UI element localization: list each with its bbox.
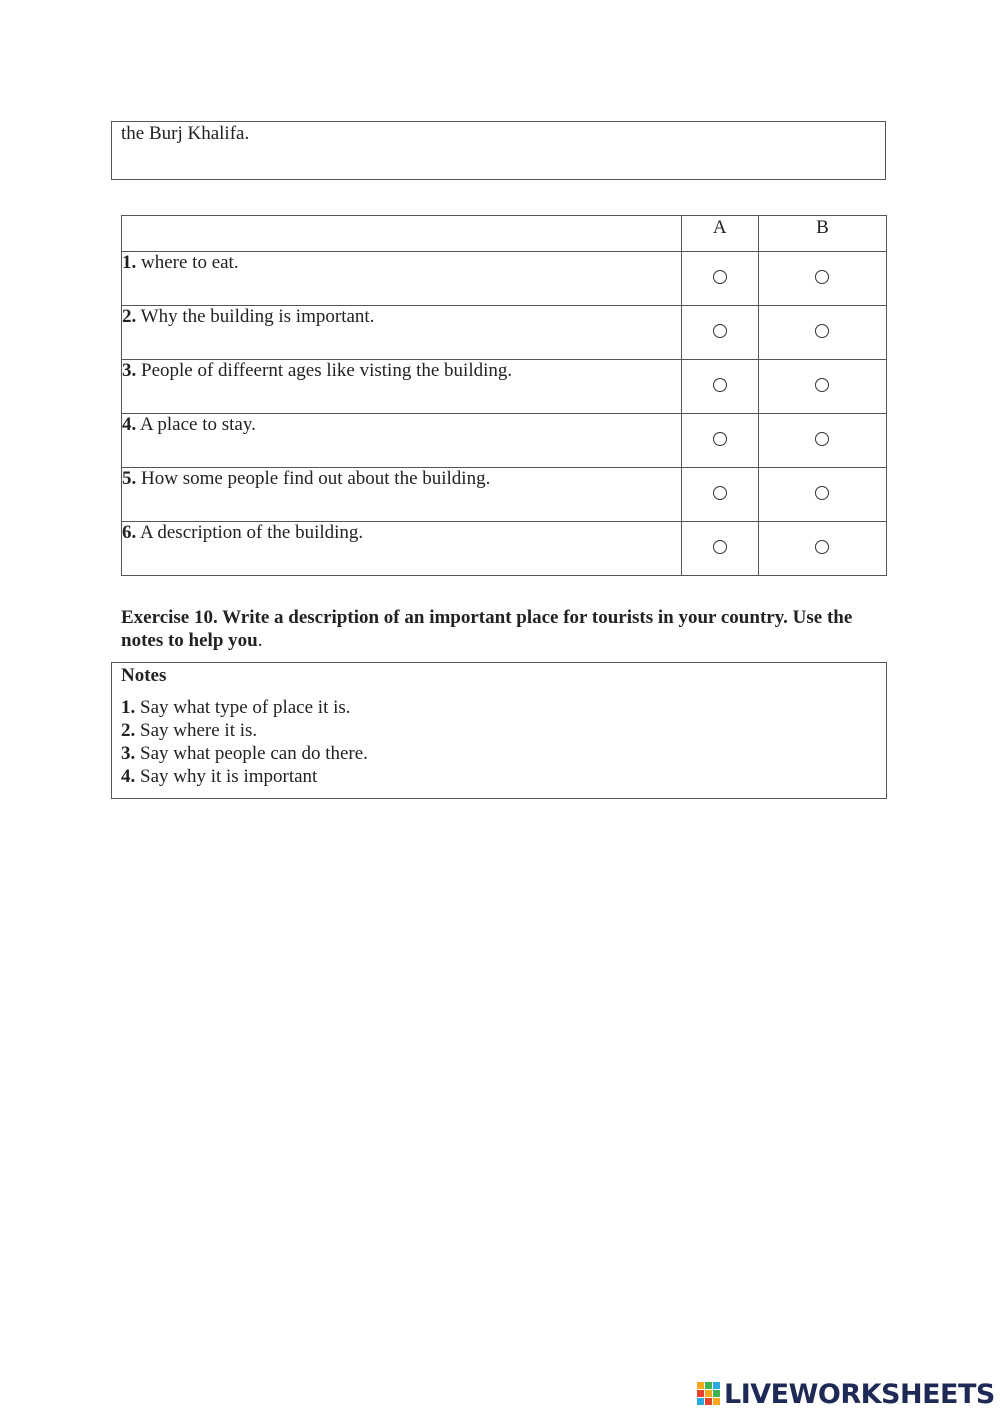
statement-number: 4. <box>122 414 137 435</box>
notes-box <box>111 662 887 799</box>
radio-a-3[interactable] <box>713 378 727 392</box>
radio-a-1[interactable] <box>713 270 727 284</box>
statement-text: where to eat. <box>136 252 239 273</box>
choice-a-cell <box>681 522 758 576</box>
choice-a-cell <box>681 468 758 522</box>
note-item <box>121 696 877 719</box>
statement-cell <box>122 360 682 414</box>
exercise-10-heading-text: Exercise 10. Write a description of an important place for tourists in your country. Use the notes to help you <box>121 607 853 651</box>
column-a-header: A <box>681 216 758 252</box>
radio-b-2[interactable] <box>815 324 829 338</box>
liveworksheets-logo[interactable] <box>697 1378 995 1410</box>
note-item <box>121 719 877 742</box>
liveworksheets-logo-icon <box>697 1382 721 1406</box>
note-number: 3. <box>121 743 136 764</box>
choice-b-cell <box>758 468 886 522</box>
note-text: Say why it is important <box>135 766 318 787</box>
table-row <box>122 306 887 360</box>
note-text: Say where it is. <box>135 720 258 741</box>
statement-cell <box>122 522 682 576</box>
exercise-10-heading-period: . <box>257 630 263 651</box>
radio-a-2[interactable] <box>713 324 727 338</box>
column-b-header: B <box>758 216 886 252</box>
statement-text: How some people find out about the building. <box>136 468 491 489</box>
table-header-row <box>122 216 887 252</box>
statement-text: A description of the building. <box>136 522 364 543</box>
note-item <box>121 765 877 788</box>
statement-cell <box>122 252 682 306</box>
radio-b-5[interactable] <box>815 486 829 500</box>
table-row <box>122 252 887 306</box>
choice-b-cell <box>758 306 886 360</box>
radio-b-4[interactable] <box>815 432 829 446</box>
radio-b-6[interactable] <box>815 540 829 554</box>
note-number: 4. <box>121 766 136 787</box>
statement-text: Why the building is important. <box>136 306 375 327</box>
statement-cell <box>122 468 682 522</box>
radio-b-1[interactable] <box>815 270 829 284</box>
choice-b-cell <box>758 522 886 576</box>
table-row <box>122 468 887 522</box>
liveworksheets-logo-text: LIVEWORKSHEETS <box>724 1378 995 1410</box>
notes-title: Notes <box>121 665 167 686</box>
statement-number: 3. <box>122 360 137 381</box>
previous-question-box <box>111 121 886 180</box>
exercise-10-heading <box>121 606 881 652</box>
choice-a-cell <box>681 414 758 468</box>
note-item <box>121 742 877 765</box>
radio-b-3[interactable] <box>815 378 829 392</box>
note-number: 2. <box>121 720 136 741</box>
header-blank-cell <box>122 216 682 252</box>
choice-a-cell <box>681 360 758 414</box>
table-row <box>122 360 887 414</box>
statement-cell <box>122 306 682 360</box>
radio-a-6[interactable] <box>713 540 727 554</box>
statement-number: 5. <box>122 468 137 489</box>
choice-a-cell <box>681 252 758 306</box>
choice-b-cell <box>758 360 886 414</box>
matching-table <box>121 215 887 576</box>
note-text: Say what people can do there. <box>135 743 368 764</box>
choice-b-cell <box>758 252 886 306</box>
table-row <box>122 522 887 576</box>
choice-a-cell <box>681 306 758 360</box>
statement-number: 2. <box>122 306 137 327</box>
statement-number: 1. <box>122 252 137 273</box>
radio-a-4[interactable] <box>713 432 727 446</box>
statement-text: People of diffeernt ages like visting the building. <box>136 360 513 381</box>
choice-b-cell <box>758 414 886 468</box>
radio-a-5[interactable] <box>713 486 727 500</box>
statement-text: A place to stay. <box>136 414 256 435</box>
previous-question-text: the Burj Khalifa. <box>121 123 250 144</box>
table-row <box>122 414 887 468</box>
statement-cell <box>122 414 682 468</box>
statement-number: 6. <box>122 522 137 543</box>
note-text: Say what type of place it is. <box>135 697 351 718</box>
note-number: 1. <box>121 697 136 718</box>
